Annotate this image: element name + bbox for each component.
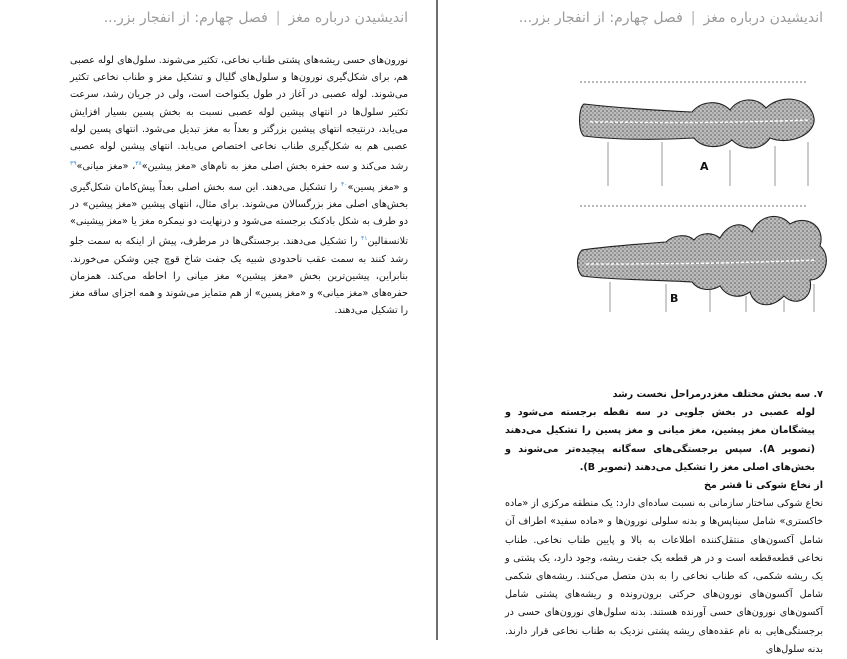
right-body [505, 386, 823, 659]
footnote-ref[interactable]: ۳۸ [135, 160, 142, 168]
body-text-part: را تشکیل می‌دهند. برجستگی‌ها در مرطرف، پیش از اینکه به سمت جلو رشد کنند به سمت عقب ناحدودی شبیه یک جفت شاخ قوچ چین وشکن می‌خورند. بنابراین، پیشین‌ترین بخش «مغز پیشین» مغز میانی را احاطه می‌کند. همزمان حفره‌های «مغز میانی» و «مغز پسین» از هم متمایز می‌شوند و همه اجزای ساقه مغز را تشکیل می‌دهند. [70, 236, 408, 317]
diagram-b-label: B [670, 292, 679, 305]
diagram-a [580, 82, 815, 186]
figure-caption-body: لوله عصبی در بخش جلویی در سه نقطه برجسته می‌شود و پیشگامان مغز پیشین، مغز میانی و مغز پسین را تشکیل می‌دهند (تصویر A). سپس برجستگی‌های سه‌گانه پیچیده‌تر می‌شوند و بخش‌های اصلی مغز را تشکیل می‌دهند (تصویر B). [505, 407, 815, 473]
left-body-text [70, 52, 408, 320]
neural-tube-figure [570, 74, 830, 384]
header-separator: | [690, 10, 696, 26]
diagram-a-label: A [700, 160, 709, 173]
chapter-title: فصل چهارم: از انفجار بزر... [103, 10, 268, 26]
body-text-part: را تشکیل می‌دهند. این سه بخش اصلی بعداً پیش‌کامان شکل‌گیری بخش‌های اصلی مغز بزرگسالان می‌شوند. برای مثال، انتهای پیشین «مغز پیشین» در دو طرف به شکل بادکنک برجسته می‌شود و درنهایت دو نیمکره مغز یا «مغز پیشینی» تلانسفالین [70, 181, 408, 248]
footnote-ref[interactable]: ۴۰ [341, 180, 348, 188]
left-page [0, 0, 436, 640]
running-head-left [104, 10, 408, 26]
body-text-part: نورون‌های حسی ریشه‌های پشتی طناب نخاعی، تکثیر می‌شوند. سلول‌های لوله عصبی هم، برای شکل‌گیری نورون‌ها و سلول‌های گلیال و تشکیل مغز و طناب نخاعی تکثیر می‌شوند. لوله عصبی در آغاز در طول یکنواخت است، ولی در جریان رشد، سرعت تکثیر سلول‌ها در انتهای پیشین لوله عصبی نسبت به بخش پسین بسیار افزایش می‌یابد، درنتیجه انتهای پیشین بزرگتر و بعداً به مغز تبدیل می‌شود. انتهای پسین لوله عصبی هم به شکل‌گیری طناب نخاعی اختصاص می‌یابد. انتهای پیشین لوله عصبی رشد می‌کند و سه حفره بخش اصلی مغز به نام‌های «مغز پیشین» [70, 55, 409, 173]
diagram-b [578, 206, 827, 312]
neural-tube-a [580, 99, 815, 148]
right-page [438, 0, 847, 655]
running-head-right [519, 10, 823, 26]
header-separator: | [275, 10, 281, 26]
book-title: اندیشیدن درباره مغز [703, 10, 823, 26]
right-body-text: نخاع شوکی ساختار سازمانی به نسبت ساده‌ای دارد: یک منطقه مرکزی از «ماده خاکستری» شامل سیناپس‌ها و بدنه سلولی نورون‌ها و «ماده سفید» اطراف آن شامل آکسون‌های منتقل‌کننده اطلاعات به بالا و پایین طناب نخاعی. طناب نخاعی قطعه‌قطعه است و در هر قطعه یک جفت ریشه، وجود دارد، یک پشتی و یک ریشه شکمی، که طناب نخاعی را به بدن متصل می‌کنند. ریشه‌های شکمی شامل آکسون‌های نورون‌های حرکتی برون‌رونده و ریشه‌های پشتی شامل آکسون‌های نورون‌های حسی آورنده هستند. بدنه سلول‌های نورون‌های حسی در برجستگی‌هایی به نام عقده‌های ریشه پشتی نزدیک به طناب نخاعی قرار دارند. بدنه سلول‌های [505, 498, 823, 655]
body-text-part: و «مغز پسین» [347, 181, 408, 193]
neural-tube-b [578, 216, 827, 304]
figure-caption-title: ۷. سه بخش مختلف مغزدرمراحل نخست رشد [612, 389, 823, 400]
footnote-ref[interactable]: ۳۹ [70, 160, 77, 168]
section-heading: از نخاع شوکی تا قشر مخ [704, 480, 823, 492]
body-text-part: ، «مغز میانی» [76, 161, 136, 173]
footnote-ref[interactable]: ۴۱ [361, 235, 368, 243]
book-title: اندیشیدن درباره مغز [288, 10, 408, 26]
chapter-title: فصل چهارم: از انفجار بزر... [518, 10, 683, 26]
